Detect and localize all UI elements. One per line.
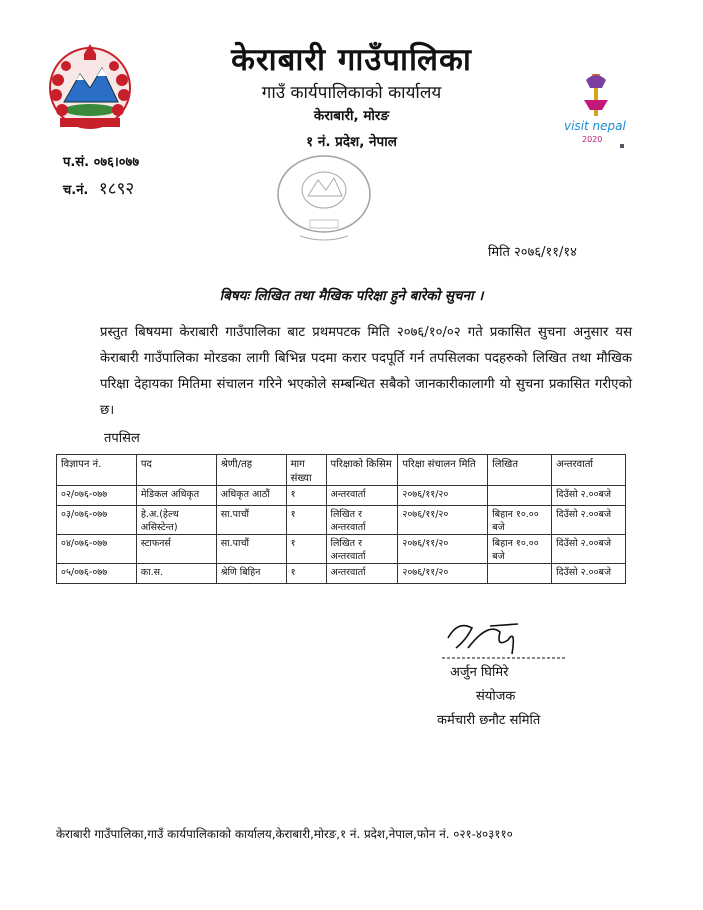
- ps-label: प.सं.: [63, 155, 90, 170]
- page-footer: केराबारी गाउँपालिका,गाउँ कार्यपालिकाको कार्यालय,केराबारी,मोरङ,१ नं. प्रदेश,नेपाल,फोन नं. ०२१-४०३११०: [56, 827, 513, 841]
- header-cell: परिक्षा संचालन मिति: [398, 455, 488, 486]
- notice-subject: बिषयः लिखित तथा मैखिक परिक्षा हुने बारेको सुचना ।: [219, 288, 484, 304]
- reference-cn: [63, 176, 134, 199]
- table-cell: श्रेणि बिहिन: [216, 564, 286, 584]
- table-cell: सा.पाचौं: [216, 535, 286, 564]
- table-cell: ०३/०७६-०७७: [57, 506, 137, 535]
- signatory-committee: कर्मचारी छनौट समिति: [437, 713, 541, 728]
- municipality-title: केराबारी गाउँपालिका: [231, 42, 472, 78]
- header-cell: श्रेणी/तह: [216, 455, 286, 486]
- office-province: १ नं. प्रदेश, नेपाल: [306, 134, 397, 150]
- table-row: [57, 535, 626, 564]
- table-cell: बिहान १०.०० बजे: [488, 535, 552, 564]
- table-cell: लिखित र अन्तरवार्ता: [326, 506, 398, 535]
- table-row: [57, 564, 626, 584]
- signatory-name: अर्जुन घिमिरे: [450, 665, 509, 680]
- table-cell: दिउँसो २.००बजे: [552, 535, 626, 564]
- table-cell: ०२/०७६-०७७: [57, 486, 137, 506]
- ps-value: ०७६।०७७: [93, 155, 140, 170]
- table-cell: [488, 564, 552, 584]
- header-cell: लिखित: [488, 455, 552, 486]
- table-cell: [488, 486, 552, 506]
- header-cell: विज्ञापन नं.: [57, 455, 137, 486]
- table-cell: ०४/०७६-०७७: [57, 535, 137, 564]
- office-location: केराबारी, मोरङ: [313, 108, 390, 124]
- table-cell: का.स.: [136, 564, 216, 584]
- table-cell: दिउँसो २.००बजे: [552, 564, 626, 584]
- header-cell: माग संख्या: [286, 455, 326, 486]
- svg-text:visit nepal: visit nepal: [564, 119, 626, 133]
- reference-ps: [63, 152, 139, 170]
- table-cell: बिहान १०.०० बजे: [488, 506, 552, 535]
- notice-date: मिति २०७६/११/१४: [488, 245, 577, 260]
- table-cell: १: [286, 535, 326, 564]
- cn-label: च.नं.: [63, 183, 89, 198]
- table-row: [57, 486, 626, 506]
- office-subtitle: गाउँ कार्यपालिकाको कार्यालय: [261, 83, 442, 103]
- notice-body: प्रस्तुत बिषयमा केराबारी गाउँपालिका बाट प्रथमपटक मिति २०७६/१०/०२ गते प्रकासित सुचना अनुसार यस केराबारी गाउँपालिका मोरडका लागी बिभिन्न पदमा करार पदपूर्ति गर्न तपसिलका पदहरुको लिखित तथा मौखिक परिक्षा देहायका मितिमा संचालन गरिने भएकोले सम्बन्धित सबैको जानकारीकालागी यो सुचना प्रकासित गरीएको छ।: [100, 325, 632, 418]
- office-seal-stamp: [270, 150, 378, 246]
- exam-schedule-table: [56, 454, 626, 584]
- table-cell: हे.अ.(हेल्थ असिस्टेन्त): [136, 506, 216, 535]
- svg-text:2020: 2020: [582, 135, 603, 144]
- table-cell: अन्तरवार्ता: [326, 564, 398, 584]
- table-cell: स्टाफनर्स: [136, 535, 216, 564]
- table-cell: १: [286, 486, 326, 506]
- table-cell: अन्तरवार्ता: [326, 486, 398, 506]
- header-cell: पद: [136, 455, 216, 486]
- header-cell: अन्तरवार्ता: [552, 455, 626, 486]
- table-cell: ०५/०७६-०७७: [57, 564, 137, 584]
- table-cell: १: [286, 564, 326, 584]
- table-cell: १: [286, 506, 326, 535]
- table-cell: २०७६/११/२०: [398, 486, 488, 506]
- table-cell: दिउँसो २.००बजे: [552, 486, 626, 506]
- table-cell: दिउँसो २.००बजे: [552, 506, 626, 535]
- table-cell: मेडिकल अधिकृत: [136, 486, 216, 506]
- table-cell: २०७६/११/२०: [398, 564, 488, 584]
- details-heading: तपसिल: [104, 431, 140, 446]
- table-row: [57, 506, 626, 535]
- header-cell: परिक्षाको किसिम: [326, 455, 398, 486]
- table-cell: अधिकृत आठौं: [216, 486, 286, 506]
- signatory-role: संयोजक: [476, 689, 516, 704]
- table-cell: २०७६/११/२०: [398, 535, 488, 564]
- table-cell: सा.पाचौं: [216, 506, 286, 535]
- cn-value: १८९२: [98, 179, 135, 199]
- table-cell: लिखित र अन्तरवार्ता: [326, 535, 398, 564]
- handwritten-signature: [438, 618, 568, 664]
- table-cell: २०७६/११/२०: [398, 506, 488, 535]
- table-header-row: [57, 455, 626, 486]
